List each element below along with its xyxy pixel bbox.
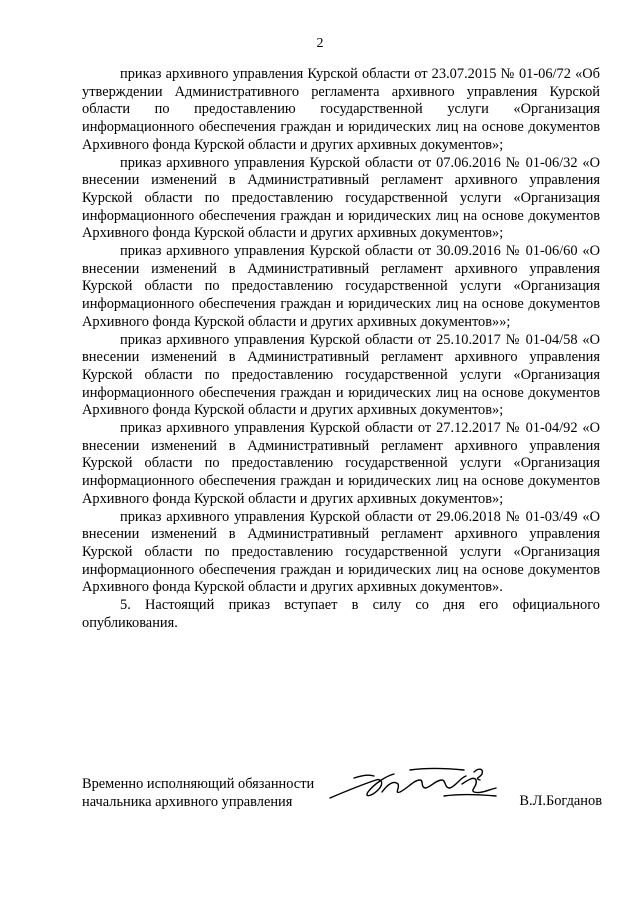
page-number: 2 bbox=[316, 36, 324, 51]
paragraph-order-2015-0672: приказ архивного управления Курской области от 23.07.2015 № 01-06/72 «Об утверждении Административного регламента архивного управления Курской области по предоставлению государственной услуги «Организация информационного обеспечения граждан и юридических лиц на основе документов Архивного фонда Курской области и других архивных документов»; bbox=[82, 66, 600, 153]
handwritten-signature-icon bbox=[324, 762, 504, 812]
signatory-title-line1: Временно исполняющий обязанности bbox=[82, 776, 315, 792]
document-body bbox=[82, 66, 600, 633]
paragraph-order-2018-0349: приказ архивного управления Курской области от 29.06.2018 № 01-03/49 «О внесении изменений в Административный регламент архивного управления Курской области по предоставлению государственной услуги «Организация информационного обеспечения граждан и юридических лиц на основе документов Архивного фонда Курской области и других архивных документов». bbox=[82, 508, 600, 596]
signatory-title-line2: начальника архивного управления bbox=[82, 793, 293, 810]
signatory-name: В.Л.Богданов bbox=[519, 793, 602, 809]
paragraph-effective-clause: 5. Настоящий приказ вступает в силу со дня его официального опубликования. bbox=[82, 597, 600, 631]
paragraph-order-2016-0660: приказ архивного управления Курской области от 30.09.2016 № 01-06/60 «О внесении изменений в Административный регламент архивного управления Курской области по предоставлению государственной услуги «Организация информационного обеспечения граждан и юридических лиц на основе документов Архивного фонда Курской области и других архивных документов»»; bbox=[82, 243, 600, 330]
signature-block bbox=[82, 776, 602, 826]
paragraph-order-2016-0632: приказ архивного управления Курской области от 07.06.2016 № 01-06/32 «О внесении изменений в Административный регламент архивного управления Курской области по предоставлению государственной услуги «Организация информационного обеспечения граждан и юридических лиц на основе документов Архивного фонда Курской области и других архивных документов»; bbox=[82, 154, 600, 242]
signatory-title bbox=[82, 776, 342, 811]
paragraph-order-2017-0458: приказ архивного управления Курской области от 25.10.2017 № 01-04/58 «О внесении изменений в Административный регламент архивного управления Курской области по предоставлению государственной услуги «Организация информационного обеспечения граждан и юридических лиц на основе документов Архивного фонда Курской области и других архивных документов»; bbox=[82, 331, 600, 419]
paragraph-order-2017-0492: приказ архивного управления Курской области от 27.12.2017 № 01-04/92 «О внесении изменений в Административный регламент архивного управления Курской области по предоставлению государственной услуги «Организация информационного обеспечения граждан и юридических лиц на основе документов Архивного фонда Курской области и других архивных документов»; bbox=[82, 420, 600, 507]
